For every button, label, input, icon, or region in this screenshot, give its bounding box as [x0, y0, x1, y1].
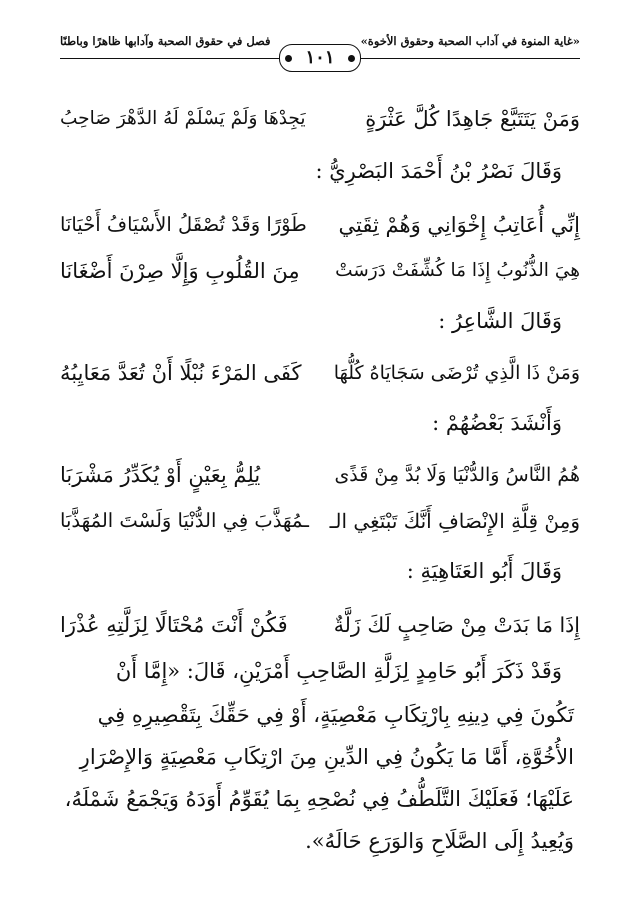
- poet-intro-1: وَقَالَ نَصْرُ بْنُ أَحْمَدَ البَصْرِيُّ :: [315, 159, 562, 183]
- verse-6-first-hemistich: وَمِنْ قِلَّةِ الإِنْصَافِ أَنَّكَ تَبْتَغِي الـ: [329, 509, 580, 533]
- verse-line-6: [60, 506, 580, 536]
- prose-line-4: عَلَيْهَا؛ فَعَلَيْكَ التَّلَطُّفُ فِي نُصْحِهِ بِمَا يُقَوِّمُ أَوَدَهُ وَيَجْمَعُ شَمْلَهُ،: [64, 787, 574, 811]
- verse-3-first-hemistich: هِيَ الذُّنُوبُ إِذَا مَا كُشِّفَتْ دَرَسَتْ: [335, 260, 580, 281]
- verse-line-5: [60, 460, 580, 490]
- verse-4-second-hemistich: كَفَى المَرْءَ نُبْلًا أَنْ تُعَدَّ مَعَايِبُهُ: [60, 361, 302, 385]
- verse-line-4: [60, 358, 580, 388]
- verse-4-first-hemistich: وَمَنْ ذَا الَّذِي تُرْضَى سَجَايَاهُ كُلُّهَا: [333, 362, 580, 384]
- verse-line-2: [60, 210, 580, 240]
- prose-line-1: وَقَدْ ذَكَرَ أَبُو حَامِدٍ لِزَلَّةِ الصَّاحِبِ أَمْرَيْنِ، قَالَ: «إِمَّا أَنْ: [115, 659, 562, 683]
- running-header: [60, 30, 580, 76]
- prose-line-2: تَكُونَ فِي دِينِهِ بِارْتِكَابِ مَعْصِيَةٍ، أَوْ فِي حَقِّكَ بِتَقْصِيرِهِ فِي: [97, 703, 574, 727]
- prose-line-5: وَيُعِيدُ إِلَى الصَّلَاحِ وَالوَرَعِ حَالَهُ».: [305, 829, 574, 853]
- poet-intro-3: وَأَنْشَدَ بَعْضُهُمْ :: [432, 411, 562, 435]
- verse-1-second-hemistich: يَجِدْهَا وَلَمْ يَسْلَمْ لَهُ الدَّهْرَ صَاحِبُ: [60, 108, 306, 129]
- verse-6-second-hemistich: ـمُهَذَّبَ فِي الدُّنْيَا وَلَسْتَ المُهَذَّبَا: [60, 509, 309, 532]
- verse-7-first-hemistich: إِذَا مَا بَدَتْ مِنْ صَاحِبٍ لَكَ زَلَّةٌ: [333, 613, 580, 637]
- header-chapter-title: فصل في حقوق الصحبة وآدابها ظاهرًا وباطنًا: [60, 34, 271, 48]
- verse-5-second-hemistich: يُلِمُّ بِعَيْنٍ أَوْ يُكَدِّرُ مَشْرَبَا: [60, 463, 261, 487]
- verse-7-second-hemistich: فَكُنْ أَنْتَ مُحْتَالًا لِزَلَّتِهِ عُذْرَا: [60, 613, 288, 637]
- verse-line-7: [60, 610, 580, 640]
- verse-5-first-hemistich: هُمُ النَّاسُ وَالدُّنْيَا وَلَا بُدَّ مِنْ قَذًى: [334, 464, 580, 486]
- poet-intro-2: وَقَالَ الشَّاعِرُ :: [438, 309, 562, 333]
- verse-2-second-hemistich: طَوْرًا وَقَدْ تُصْقَلُ الأَسْيَافُ أَحْيَانَا: [60, 213, 307, 236]
- page-number: ١٠١: [279, 44, 361, 72]
- verse-2-first-hemistich: إِنِّي أُعَاتِبُ إِخْوَانِي وَهُمْ ثِقَتِي: [338, 213, 580, 237]
- prose-line-3: الأُخُوَّةِ، أَمَّا مَا يَكُونُ فِي الدِّينِ مِنَ ارْتِكَابِ مَعْصِيَةٍ وَالإِصْرَارِ: [79, 745, 574, 769]
- header-book-title: «غاية المنوة في آداب الصحبة وحقوق الأخوة»: [360, 34, 580, 48]
- verse-3-second-hemistich: مِنَ القُلُوبِ وَإِلَّا صِرْنَ أَضْغَانَا: [60, 259, 300, 283]
- verse-1-first-hemistich: وَمَنْ يَتَتَبَّعْ جَاهِدًا كُلَّ عَثْرَةٍ: [365, 107, 580, 131]
- verse-line-3: [60, 256, 580, 286]
- poet-intro-4: وَقَالَ أَبُو العَتَاهِيَةِ :: [406, 559, 562, 583]
- verse-line-1: [60, 104, 580, 134]
